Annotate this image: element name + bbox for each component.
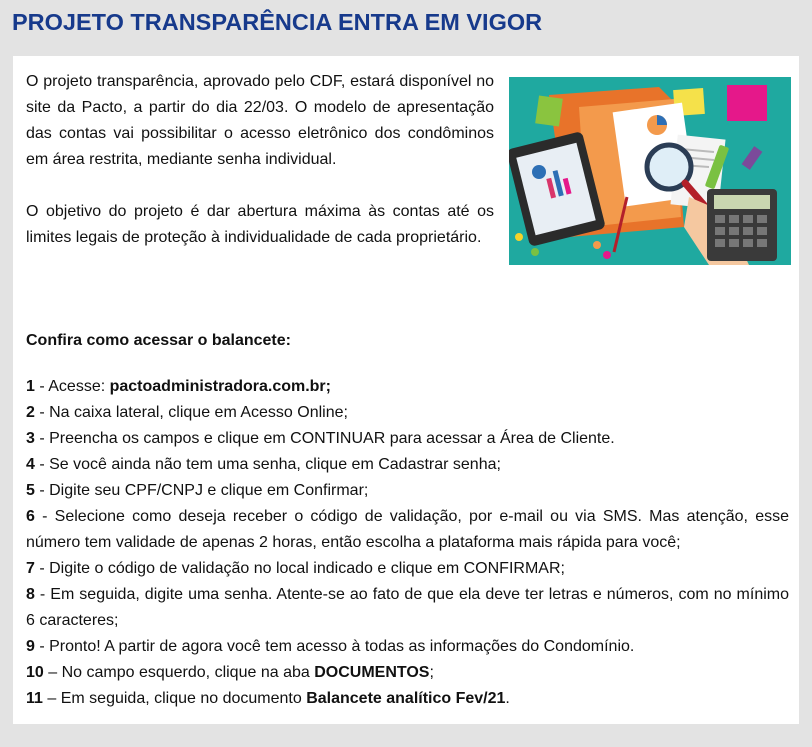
step-number: 2 (26, 404, 35, 421)
step-number: 9 (26, 638, 35, 655)
step-text: Selecione como deseja receber o código de validação, por e-mail ou via SMS. Mas atenção, esse número tem validade de apenas 2 horas, então escolha a plataforma mais rápida para você; (26, 508, 790, 551)
step-emphasis: Balancete analítico Fev/21 (306, 690, 506, 707)
step-separator: – (43, 664, 62, 681)
step-link-text: pactoadministradora.com.br; (109, 378, 331, 395)
steps-list (26, 374, 789, 712)
step-number: 5 (26, 482, 35, 499)
page-title: PROJETO TRANSPARÊNCIA ENTRA EM VIGOR (12, 9, 543, 35)
list-item (26, 478, 789, 504)
step-separator: - (34, 456, 50, 473)
intro-paragraph-2: O objetivo do projeto é dar abertura máxima às contas até os limites legais de proteção à individualidade de cada proprietário. (26, 203, 494, 246)
step-text: Em seguida, digite uma senha. Atente-se ao fato de que ela deve ter letras e números, com no mínimo 6 caracteres; (26, 586, 790, 629)
step-separator: - (34, 430, 50, 447)
step-separator: - (34, 482, 50, 499)
step-separator: - (34, 586, 51, 603)
content-card (13, 56, 799, 724)
step-number: 3 (26, 430, 35, 447)
step-text: Se você ainda não tem uma senha, clique em Cadastrar senha; (49, 456, 501, 473)
step-number: 10 (26, 664, 44, 681)
step-text: Pronto! A partir de agora você tem acesso à todas as informações do Condomínio. (49, 638, 635, 655)
step-number: 7 (26, 560, 35, 577)
list-item (26, 452, 789, 478)
step-separator: - (34, 508, 55, 525)
intro-paragraph-1: O projeto transparência, aprovado pelo CDF, estará disponível no site da Pacto, a partir do dia 22/03. O modelo de apresentação das contas vai possibilitar o acesso eletrônico dos condôminos em área restrita, mediante senha individual. (26, 73, 494, 168)
step-separator: - (34, 378, 49, 395)
illustration-graphic (509, 77, 791, 265)
step-separator: - (34, 560, 50, 577)
financial-documents-illustration (509, 77, 791, 265)
step-tail: ; (429, 664, 434, 681)
step-emphasis: DOCUMENTOS (314, 664, 430, 681)
list-item (26, 400, 789, 426)
list-item (26, 374, 789, 400)
step-text: Acesse: (48, 378, 110, 395)
list-item (26, 582, 789, 634)
step-number: 1 (26, 378, 35, 395)
step-text: No campo esquerdo, clique na aba (61, 664, 315, 681)
step-number: 11 (26, 690, 43, 707)
step-number: 8 (26, 586, 35, 603)
step-separator: - (34, 638, 50, 655)
intro-text (26, 69, 494, 277)
step-number: 6 (26, 508, 35, 525)
list-item (26, 426, 789, 452)
list-item (26, 686, 789, 712)
step-separator: - (34, 404, 50, 421)
step-text: Digite seu CPF/CNPJ e clique em Confirmar; (49, 482, 369, 499)
step-text: Digite o código de validação no local indicado e clique em CONFIRMAR; (49, 560, 565, 577)
list-item (26, 660, 789, 686)
list-item (26, 634, 789, 660)
step-separator: – (42, 690, 61, 707)
list-item (26, 556, 789, 582)
step-text: Preencha os campos e clique em CONTINUAR para acessar a Área de Cliente. (49, 430, 615, 447)
step-text: Na caixa lateral, clique em Acesso Online; (49, 404, 348, 421)
step-text: Em seguida, clique no documento (60, 690, 307, 707)
list-item (26, 504, 789, 556)
step-number: 4 (26, 456, 35, 473)
step-tail: . (505, 690, 510, 707)
access-heading: Confira como acessar o balancete: (26, 332, 291, 349)
